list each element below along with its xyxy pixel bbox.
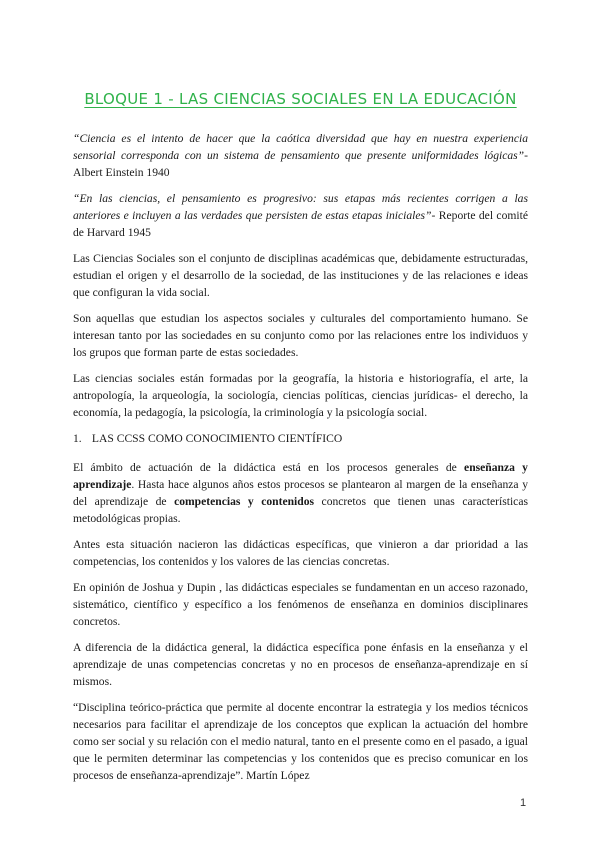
quote-einstein-attribution: - Albert Einstein 1940 xyxy=(73,149,528,179)
section-paragraph-didactics xyxy=(73,459,528,527)
section-heading-text: LAS CCSS COMO CONOCIMIENTO CIENTÍFICO xyxy=(91,432,343,445)
section-paragraph-difference: A diferencia de la didáctica general, la didáctica específica pone énfasis en la enseñanza y el aprendizaje de unas competencias concretas y no en procesos de enseñanza-aprendizaje en sí mismos. xyxy=(73,641,528,688)
section-p1-text-2: . Hasta hace algunos años estos procesos se plantearon al margen de la enseñanza y del aprendizaje de xyxy=(73,478,528,508)
page-number: 1 xyxy=(520,797,527,809)
bold-competencias-contenidos: competencias y contenidos xyxy=(174,495,315,508)
intro-paragraph-definition: Las Ciencias Sociales son el conjunto de disciplinas académicas que, debidamente estructuradas, estudian el origen y el desarrollo de la sociedad, de las instituciones y de las relaciones e ideas que configuran la vida social. xyxy=(73,252,528,299)
page-title: BLOQUE 1 - LAS CIENCIAS SOCIALES EN LA EDUCACIÓN xyxy=(84,90,517,108)
section-p1-text-3: concretos que tienen unas características metodológicas propias. xyxy=(73,495,528,525)
quote-einstein-text: “Ciencia es el intento de hacer que la caótica diversidad que hay en nuestra experiencia sensorial corresponda con un sistema de pensamiento que presente uniformidades lógicas” xyxy=(73,132,528,162)
quote-harvard-text: “En las ciencias, el pensamiento es progresivo: sus etapas más recientes corrigen a las anteriores e incluyen a las verdades que persisten de estas etapas iniciales” xyxy=(73,192,528,222)
bold-ensenanza-aprendizaje: enseñanza y aprendizaje xyxy=(73,461,528,491)
quote-einstein xyxy=(73,130,528,181)
section-number: 1. xyxy=(73,432,82,445)
section-paragraph-martin-lopez: “Disciplina teórico-práctica que permite al docente encontrar la estrategia y los medios técnicos necesarios para facilitar el aprendizaje de los conceptos que explican la actuación del hombre como ser social y su relación con el medio natural, tanto en el presente como en el pasado, a igual que le permiten determinar las competencias y los contenidos que es preciso comunicar en los procesos de enseñanza-aprendizaje”. Martín López xyxy=(73,701,528,782)
intro-paragraph-aspects: Son aquellas que estudian los aspectos sociales y culturales del comportamiento humano. Se interesan tanto por las sociedades en su conjunto como por las relaciones entre los individuos y los grupos que forman parte de estas sociedades. xyxy=(73,312,528,359)
document-page xyxy=(73,80,528,793)
intro-paragraph-disciplines: Las ciencias sociales están formadas por la geografía, la historia e historiografía, el arte, la antropología, la arqueología, la sociología, ciencias políticas, ciencias jurídicas- el derecho, la economía, la pedagogía, la psicología, la criminología y la psicología social. xyxy=(73,372,528,419)
section-heading xyxy=(73,430,528,447)
quote-harvard-attribution: - Reporte del comité de Harvard 1945 xyxy=(73,209,528,239)
section-p1-text-1: El ámbito de actuación de la didáctica está en los procesos generales de xyxy=(73,461,465,474)
section-paragraph-joshua-dupin: En opinión de Joshua y Dupin , las didácticas especiales se fundamentan en un acceso razonado, sistemático, científico y específico a los fenómenos de enseñanza en dominios disciplinares concretos. xyxy=(73,581,528,628)
section-paragraph-specific: Antes esta situación nacieron las didácticas específicas, que vinieron a dar prioridad a las competencias, los contenidos y los valores de las ciencias concretas. xyxy=(73,538,528,568)
quote-harvard xyxy=(73,190,528,241)
